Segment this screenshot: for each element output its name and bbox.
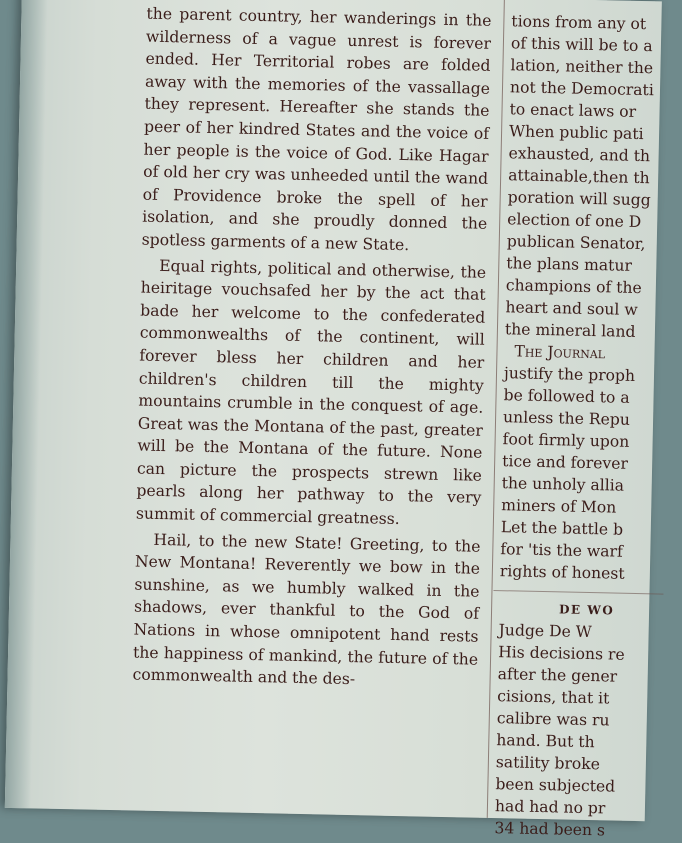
right-line: tions from any ot [511,12,647,34]
right-line: exhausted, and th [508,144,651,166]
right-line: after the gener [497,665,618,686]
right-line: rights of honest [499,562,625,583]
right-line: heart and soul w [505,298,638,319]
right-line: His decisions re [498,643,625,664]
right-line: Judge De W [498,621,592,642]
right-line: not the Democrati [509,78,654,100]
right-line: foot firmly upon [502,430,630,451]
right-line: When public pati [508,122,644,144]
right-line: the unholy allia [501,474,625,495]
right-line: publican Senator, [506,232,646,254]
right-line: Let the battle b [500,518,624,539]
article-column-right [494,10,681,842]
right-line: 34 had been s [494,819,606,840]
paragraph-3: Hail, to the new State! Greeting, to the New Montana! Reverently we bow in the sunshine, as we humbly walked in the shadows, ever thankful to the God of Nations in whose omnipotent hand rests the happiness of mankind, the future of the commonwealth and the des- [132,530,481,689]
right-line: cisions, that it [497,687,610,708]
right-line: hand. But th [496,731,595,752]
section-divider [493,590,663,595]
right-line: been subjected [495,775,616,796]
right-line: calibre was ru [496,709,610,730]
right-line: satility broke [495,753,601,774]
right-line: lation, neither the [510,56,654,78]
right-line: be followed to a [503,386,630,407]
journal-name: The Journal [514,342,606,363]
paragraph-2: Equal rights, political and otherwise, the heiritage vouchsafed her by the act that bade her welcome to the confederated commonwealths of the continent, will forever bless her children and her children's children till the mighty mountains crumble in the conquest of age. Great was the Montana of the past, greater will be the Montana of the future. None can picture the prospects strewn like pearls along her pathway to the very summit of commercial greatness. [135,256,487,529]
right-line: attainable,then th [507,166,650,188]
paragraph-1: the parent country, her wanderings in the wilderness of a vague unrest is forever ended. Her Territorial robes are folded away with the memories of the vassallage they represent. Hereafter she stands the peer of her kindred States and the voice of her people is the voice of God. Like Hagar of old her cry was unheeded until the wand of Providence broke the spell of her isolation, and she proudly donned the spotless garments of a new State. [141,4,492,255]
right-line: poration will sugg [507,188,651,210]
right-line: to enact laws or [509,100,637,121]
right-line: tice and forever [502,452,629,473]
right-line: champions of the [505,276,642,298]
right-line: the mineral land [504,320,636,341]
newspaper-page [5,0,662,840]
right-line: of this will be to a [510,34,653,56]
page-spine-shadow [5,0,48,808]
right-line: had had no pr [494,797,606,818]
right-line: miners of Mon [501,496,617,517]
right-line: for 'tis the warf [500,540,623,561]
right-line: election of one D [507,210,642,232]
right-line: the plans matur [506,254,633,275]
right-line: unless the Repu [502,408,631,429]
right-line: justify the proph [503,364,636,385]
article-column-left [132,3,491,694]
section-heading: DE WO [558,602,615,618]
